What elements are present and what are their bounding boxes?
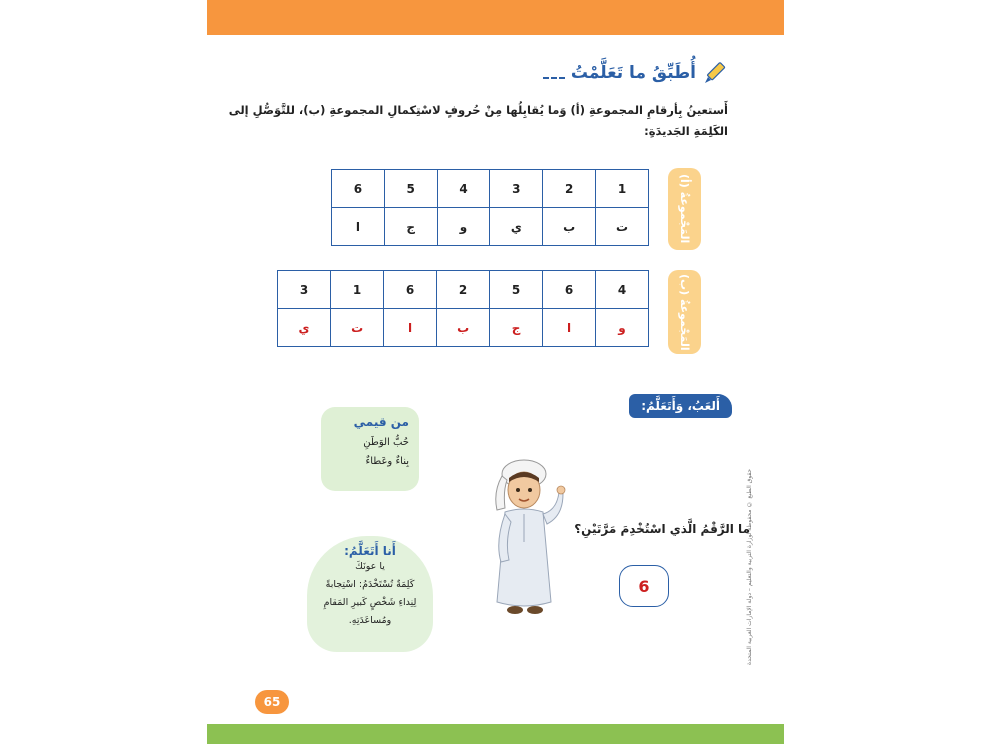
group-b-number-cell: 4 <box>596 271 649 309</box>
group-a-letter-cell: ج <box>384 208 437 246</box>
group-b-letters-row <box>278 309 649 347</box>
play-and-learn-header: أَلعَبُ، وَأَتَعَلَّمُ: <box>629 394 732 418</box>
group-a-number-cell: 3 <box>490 170 543 208</box>
values-box <box>321 407 419 491</box>
learn-line: يا عونَكَ <box>355 561 385 572</box>
top-orange-bar <box>207 0 784 35</box>
group-a-table <box>331 169 649 246</box>
group-a-letter-cell: و <box>437 208 490 246</box>
values-line: حُبُّ الوَطَنِ <box>363 437 409 448</box>
group-b-letter-cell: ا <box>384 309 437 347</box>
group-a-letter-cell: ت <box>596 208 649 246</box>
section-title-text: أُطَبِّقُ ما تَعَلَّمْتُ <box>570 63 696 83</box>
group-b-number-cell: 2 <box>437 271 490 309</box>
group-b-letter-cell: ا <box>543 309 596 347</box>
group-a-number-cell: 4 <box>437 170 490 208</box>
group-a-letter-cell: ب <box>543 208 596 246</box>
group-b-number-cell: 1 <box>331 271 384 309</box>
side-credit-text: حقوق الطبع © محفوظة لوزارة التربية والتعليم – دولة الإمارات العربية المتحدة <box>745 468 753 665</box>
group-a-letter-cell: ا <box>332 208 385 246</box>
group-b-number-cell: 6 <box>384 271 437 309</box>
bottom-green-bar <box>207 724 784 744</box>
group-b-letter-cell: و <box>596 309 649 347</box>
group-b-number-cell: 6 <box>543 271 596 309</box>
values-heading: من قيمي <box>353 415 409 429</box>
group-a-label: المَجْموعةُ (أ) <box>678 174 691 244</box>
group-a-letter-cell: ي <box>490 208 543 246</box>
group-a-number-cell: 2 <box>543 170 596 208</box>
learn-line: لِنِداءِ شَخْصٍ كَبيرِ المَقامِ <box>323 597 417 608</box>
group-b-table <box>277 270 649 347</box>
learn-box <box>307 536 433 652</box>
group-a-number-cell: 1 <box>596 170 649 208</box>
group-b-letter-cell: ب <box>437 309 490 347</box>
instructions-text: أَستعينُ بِأرقامِ المجموعةِ (أ) وَما يُقابِلُها مِنْ حُروفٍ لاسْتِكمالِ المجموعةِ (ب)، للتَّوَصُّلِ إلى الكَلِمَةِ الجَديدَةِ: <box>228 103 728 138</box>
answer-box[interactable]: 6 <box>619 565 669 607</box>
group-b-letter-cell: ت <box>331 309 384 347</box>
group-a-number-cell: 6 <box>332 170 385 208</box>
learn-heading: أَنا أَتَعَلَّمُ: <box>344 544 396 558</box>
group-b-label: المَجْموعةُ (ب) <box>678 273 691 351</box>
group-a-numbers-row <box>332 170 649 208</box>
group-a-letters-row <box>332 208 649 246</box>
title-dash-line <box>543 77 565 79</box>
side-credit <box>743 468 755 665</box>
group-b-label-tab <box>668 270 701 354</box>
group-b-number-cell: 5 <box>490 271 543 309</box>
learn-line: كَلِمَةٌ تُسْتَخْدَمُ: اسْتِجابةً <box>325 579 415 590</box>
group-a-label-tab <box>668 168 701 250</box>
group-b-number-cell: 3 <box>278 271 331 309</box>
group-b-letter-cell: ي <box>278 309 331 347</box>
group-b-letter-cell: ج <box>490 309 543 347</box>
group-b-numbers-row <box>278 271 649 309</box>
values-line: بِناءٌ وعَطاءٌ <box>365 456 409 467</box>
section-title <box>543 60 728 86</box>
textbook-page <box>207 0 784 744</box>
group-a-number-cell: 5 <box>384 170 437 208</box>
learn-line: ومُساعَدَتِهِ. <box>348 615 392 626</box>
pencil-icon <box>702 60 728 86</box>
page-number: 65 <box>255 690 289 714</box>
question-text: ما الرَّقْمُ الَّذي اسْتُخْدِمَ مَرَّتَيْنِ؟ <box>574 522 750 536</box>
boy-illustration <box>479 452 569 622</box>
